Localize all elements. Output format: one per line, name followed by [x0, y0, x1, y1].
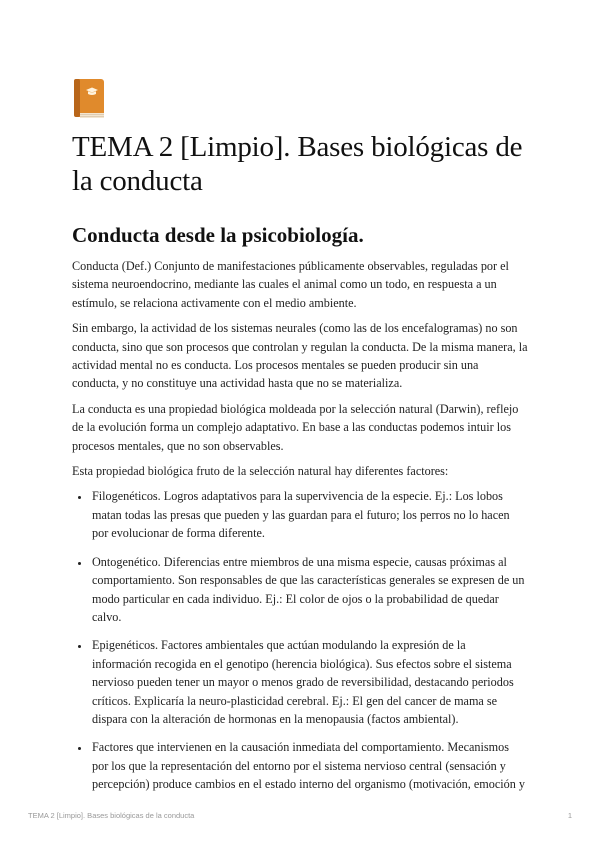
page-number: 1	[567, 811, 572, 820]
book-icon	[72, 78, 106, 120]
page-footer	[28, 811, 572, 820]
paragraph: Sin embargo, la actividad de los sistemas neurales (como las de los encefalogramas) no son conducta, sino que son procesos que controlan y regulan la conducta. De la misma manera, la actividad mental no es conducta. Los procesos mentales se pueden producir sin una conducta, y no constituye una actividad hasta que no se materializa.	[72, 321, 528, 391]
list-item: • Filogenéticos. Logros adaptativos para la supervivencia de la especie. Ej.: Los lobos matan todas las presas que pueden y las guardan para el futuro; los perros no lo hacen por evolucionar de forma diferente.	[90, 487, 528, 542]
paragraph: Conducta (Def.) Conjunto de manifestaciones públicamente observables, reguladas por el sistema neuroendocrino, mediante las cuales el animal como un todo, en respuesta a un estímulo, se relaciona activamente con el medio ambiente.	[72, 259, 509, 310]
footer-title: TEMA 2 [Limpio]. Bases biológicas de la conducta	[28, 811, 195, 820]
list-item: • Epigenéticos. Factores ambientales que actúan modulando la expresión de la información recogida en el genotipo (herencia biológica). Sus efectos sobre el sistema nervioso pueden tener un mayor o menos grado de reversibilidad, destacando periodos críticos. Explicaría la neuro-plasticidad cerebral. Ej.: El gen del cancer de mama se dispara con la alteración de hormonas en la menopausia (factos ambiental).	[90, 636, 528, 728]
list-item: • Ontogenético. Diferencias entre miembros de una misma especie, causas próximas al comportamiento. Son responsables de que las características generales se expresen de un modo particular en cada individuo. Ej.: El color de ojos o la probabilidad de quedar calvo.	[90, 553, 528, 627]
section-heading: Conducta desde la psicobiología.	[72, 223, 364, 247]
page-title: TEMA 2 [Limpio]. Bases biológicas de la conducta	[72, 131, 523, 197]
paragraph: La conducta es una propiedad biológica moldeada por la selección natural (Darwin), reflejo de la evolución forma un complejo adaptativo. En base a las conductas podemos intuir los procesos mentales, que no son observables.	[72, 401, 519, 453]
document-body	[72, 78, 528, 804]
factors-list	[72, 487, 528, 793]
list-item: • Factores que intervienen en la causación inmediata del comportamiento. Mecanismos por los que la representación del entorno por el sistema nervioso central (sensación y percepción) produce cambios en el estado interno del organismo (motivación, emoción y	[90, 738, 528, 793]
paragraph: Esta propiedad biológica fruto de la selección natural hay diferentes factores:	[72, 464, 449, 479]
